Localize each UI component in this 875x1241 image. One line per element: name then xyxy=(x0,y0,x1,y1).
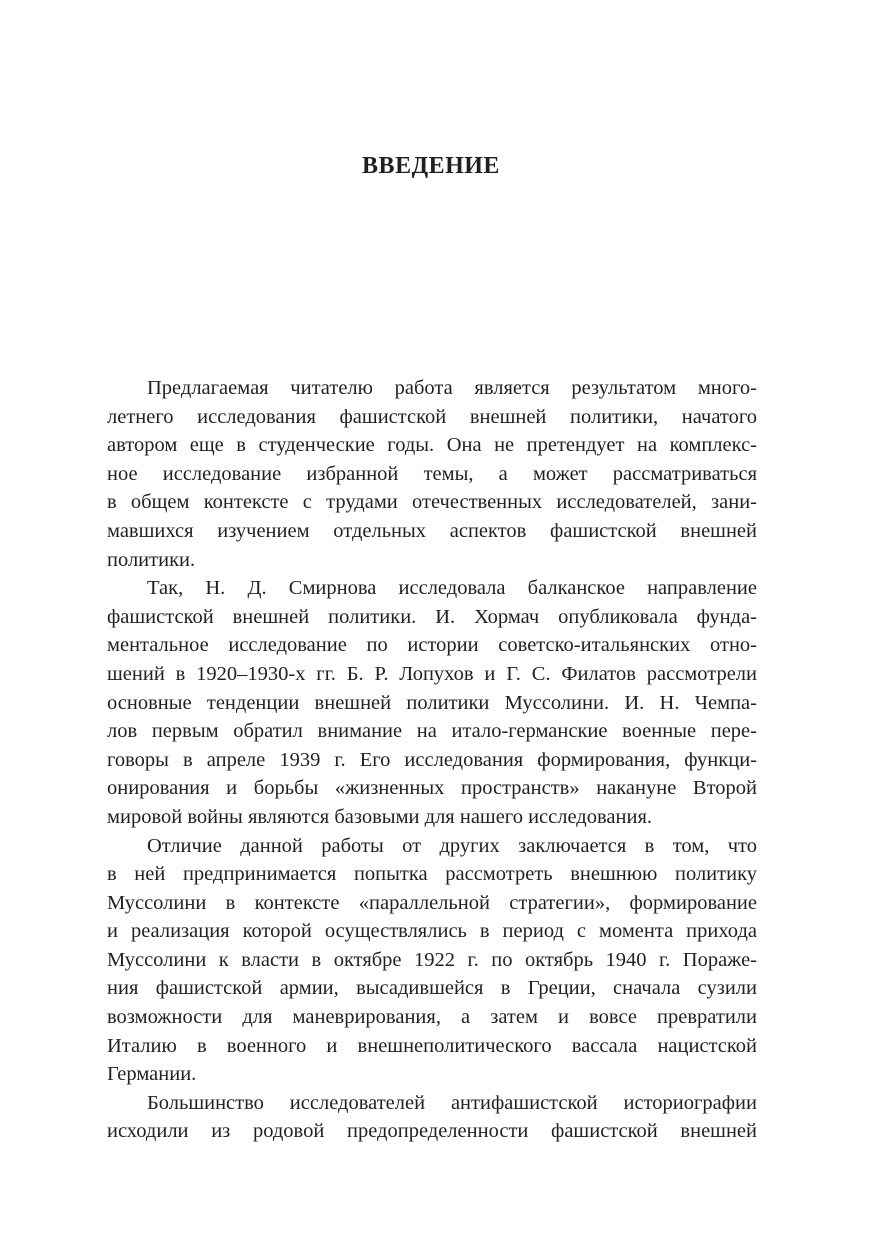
text-line: политики. xyxy=(107,548,196,571)
text-line: и реализация которой осуществлялись в период с момента прихода xyxy=(107,920,757,943)
text-line: шений в 1920–1930-х гг. Б. Р. Лопухов и Г. С. Филатов рассмотрели xyxy=(107,662,757,685)
text-line: в общем контексте с трудами отечественных исследователей, зани- xyxy=(107,491,757,514)
text-line: основные тенденции внешней политики Муссолини. И. Н. Чемпа- xyxy=(107,691,757,714)
text-line: ния фашистской армии, высадившейся в Греции, сначала сузили xyxy=(107,977,757,1000)
text-line: мавшихся изучением отдельных аспектов фашистской внешней xyxy=(107,519,757,542)
text-line: Большинство исследователей антифашистской историографии xyxy=(147,1091,757,1114)
text-line: лов первым обратил внимание на итало-германские военные пере- xyxy=(107,720,757,743)
text-line: фашистской внешней политики. И. Хормач опубликовала фунда- xyxy=(107,605,757,628)
text-line: исходили из родовой предопределенности фашистской внешней xyxy=(107,1120,757,1143)
paragraph-2 xyxy=(107,574,757,831)
chapter-title: ВВЕДЕНИЕ xyxy=(362,153,500,179)
text-line: в ней предпринимается попытка рассмотреть внешнюю политику xyxy=(107,863,757,886)
text-line: ментальное исследование по истории советско-итальянских отно- xyxy=(107,634,757,657)
paragraph-3 xyxy=(107,832,757,1089)
text-line: возможности для маневрирования, а затем и вовсе превратили xyxy=(107,1006,757,1029)
text-line: летнего исследования фашистской внешней политики, начатого xyxy=(107,405,757,428)
text-line: автором еще в студенческие годы. Она не претендует на комплекс- xyxy=(107,434,757,457)
text-line: ное исследование избранной темы, а может рассматриваться xyxy=(107,462,757,485)
text-line: Муссолини к власти в октябре 1922 г. по октябрь 1940 г. Пораже- xyxy=(107,948,757,971)
text-line: Предлагаемая читателю работа является результатом много- xyxy=(147,377,757,399)
text-line: мировой войны являются базовыми для нашего исследования. xyxy=(107,805,652,828)
text-line: Италию в военного и внешнеполитического вассала нацистской xyxy=(107,1034,757,1057)
text-line: онирования и борьбы «жизненных пространств» накануне Второй xyxy=(107,777,757,800)
text-line: говоры в апреле 1939 г. Его исследования формирования, функци- xyxy=(107,748,757,771)
text-line: Так, Н. Д. Смирнова исследовала балканское направление xyxy=(147,577,757,600)
paragraph-4 xyxy=(107,1089,757,1146)
body-text xyxy=(107,374,757,1146)
text-line: Муссолини в контексте «параллельной стратегии», формирование xyxy=(107,891,757,914)
text-line: Отличие данной работы от других заключается в том, что xyxy=(147,834,757,857)
text-line: Германии. xyxy=(107,1063,197,1086)
paragraph-1 xyxy=(107,374,757,574)
